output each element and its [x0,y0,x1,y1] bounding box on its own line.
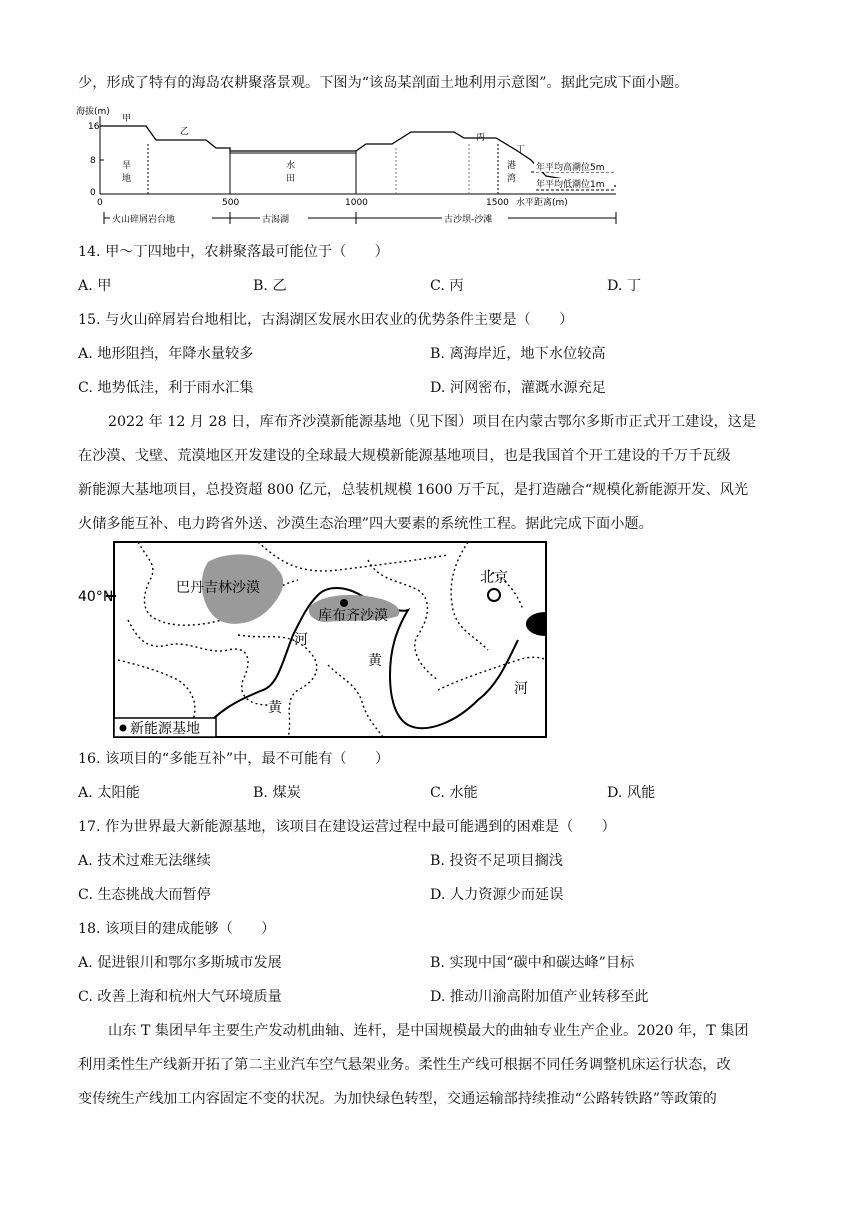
q18-option-a[interactable]: A. 促进银川和鄂尔多斯城市发展 [78,955,282,971]
q18-option-c[interactable]: C. 改善上海和杭州大气环境质量 [78,989,282,1005]
land-dryland-2: 地 [122,174,132,184]
passage2-line4: 火储多能互补、电力跨省外送、沙漠生态治理”四大要素的系统性工程。据此完成下面小题。 [78,516,653,532]
x-tick-0: 0 [97,198,103,208]
q15-option-d[interactable]: D. 河网密布，灌溉水源充足 [430,380,606,396]
terrain-profile [100,126,616,186]
x-axis-label: 水平距离(m) [516,198,568,208]
q15-option-b[interactable]: B. 离海岸近，地下水位较高 [430,346,606,362]
x-tick-1000: 1000 [345,198,368,208]
place-yi: 乙 [180,127,190,137]
land-paddy-1: 水 [286,161,296,171]
latitude-label: 40°N [78,589,114,605]
q16-option-d[interactable]: D. 风能 [607,785,656,801]
tide-high-label: 年平均高潮位5m [536,163,605,173]
cross-section-figure [76,104,621,232]
passage2-line3: 新能源大基地项目，总投资超 800 亿元，总装机规模 1600 万千瓦，是打造融合“规模化新能源开发、风光 [78,482,749,498]
label-river-huang-1: 黄 [368,653,382,669]
passage3-line2: 利用柔性生产线新开拓了第二主业汽车空气悬架业务。柔性生产线可根据不同任务调整机床运行状态，改 [78,1057,731,1073]
label-badain-jaran: 巴丹吉林沙漠 [176,580,260,596]
q18-stem: 18. 该项目的建成能够（ ） [78,921,276,937]
q16-stem: 16. 该项目的“多能互补”中，最不可能有（ ） [78,751,390,767]
y-tick-8: 8 [90,156,96,166]
q18-option-d[interactable]: D. 推动川渝高附加值产业转移至此 [430,989,649,1005]
y-tick-16: 16 [88,122,100,132]
zone-volcanic: 火山碎屑岩台地 [112,215,176,225]
q15-option-a[interactable]: A. 地形阻挡，年降水量较多 [78,346,254,362]
land-harbor-2: 湾 [507,174,517,184]
tide-low-label: 年平均低潮位1m [536,180,605,190]
q15-stem: 15. 与火山碎屑岩台地相比，古潟湖区发展水田农业的优势条件主要是（ ） [78,312,574,328]
legend-marker [120,725,127,732]
q17-option-b[interactable]: B. 投资不足项目搁浅 [430,853,563,869]
x-tick-500: 500 [222,198,240,208]
q18-option-b[interactable]: B. 实现中国“碳中和碳达峰”目标 [430,955,635,971]
place-ding: 丁 [516,145,526,155]
y-tick-0: 0 [90,188,96,198]
label-beijing: 北京 [480,570,508,586]
q14-option-a[interactable]: A. 甲 [78,278,112,294]
place-bing: 丙 [476,133,486,143]
q14-option-c[interactable]: C. 丙 [430,278,464,294]
passage3-line1: 山东 T 集团早年主要生产发动机曲轴、连杆，是中国规模最大的曲轴专业生产企业。2020 年，T 集团 [108,1023,749,1039]
intro-text: 少，形成了特有的海岛农耕聚落景观。下图为“该岛某剖面土地利用示意图”。据此完成下面小题。 [78,75,689,91]
land-dryland-1: 旱 [122,161,132,171]
q16-option-c[interactable]: C. 水能 [430,785,478,801]
y-axis-label: 海拔(m) [76,107,110,117]
passage3-line3: 变传统生产线加工内容固定不变的状况。为加快绿色转型，交通运输部持续推动“公路转铁路”等政策的 [78,1091,717,1107]
q17-stem: 17. 作为世界最大新能源基地，该项目在建设运营过程中最可能遇到的困难是（ ） [78,819,616,835]
q16-option-a[interactable]: A. 太阳能 [78,785,140,801]
zone-sandbar: 古沙坝-沙滩 [444,215,493,225]
label-river-he-2: 河 [514,681,528,697]
passage2-line1: 2022 年 12 月 28 日，库布齐沙漠新能源基地（见下图）项目在内蒙古鄂尔多斯市正式开工建设，这是 [108,414,757,430]
q17-option-c[interactable]: C. 生态挑战大而暂停 [78,887,211,903]
q17-option-d[interactable]: D. 人力资源少而延误 [430,887,564,903]
passage2-line2: 在沙漠、戈壁、荒漠地区开发建设的全球最大规模新能源基地项目，也是我国首个开工建设的千万千瓦级 [78,448,731,464]
label-river-he-1: 河 [294,632,308,648]
zone-lagoon: 古潟湖 [262,215,290,225]
energy-base-marker [340,599,348,607]
label-kubuqi: 库布齐沙漠 [318,608,388,624]
legend-label: 新能源基地 [130,721,200,737]
q14-option-b[interactable]: B. 乙 [253,278,287,294]
q16-option-b[interactable]: B. 煤炭 [253,785,301,801]
land-harbor-1: 港 [507,161,517,171]
q17-option-a[interactable]: A. 技术过难无法继续 [78,853,211,869]
place-jia: 甲 [122,114,132,124]
q15-option-c[interactable]: C. 地势低洼，利于雨水汇集 [78,380,254,396]
q14-stem: 14. 甲～丁四地中，农耕聚落最可能位于（ ） [78,244,389,260]
land-paddy-2: 田 [286,174,296,184]
q14-option-d[interactable]: D. 丁 [607,278,642,294]
kubuqi-map [78,540,550,740]
beijing-marker [488,589,500,601]
label-river-huang-2: 黄 [268,700,282,716]
x-tick-1500: 1500 [486,198,509,208]
